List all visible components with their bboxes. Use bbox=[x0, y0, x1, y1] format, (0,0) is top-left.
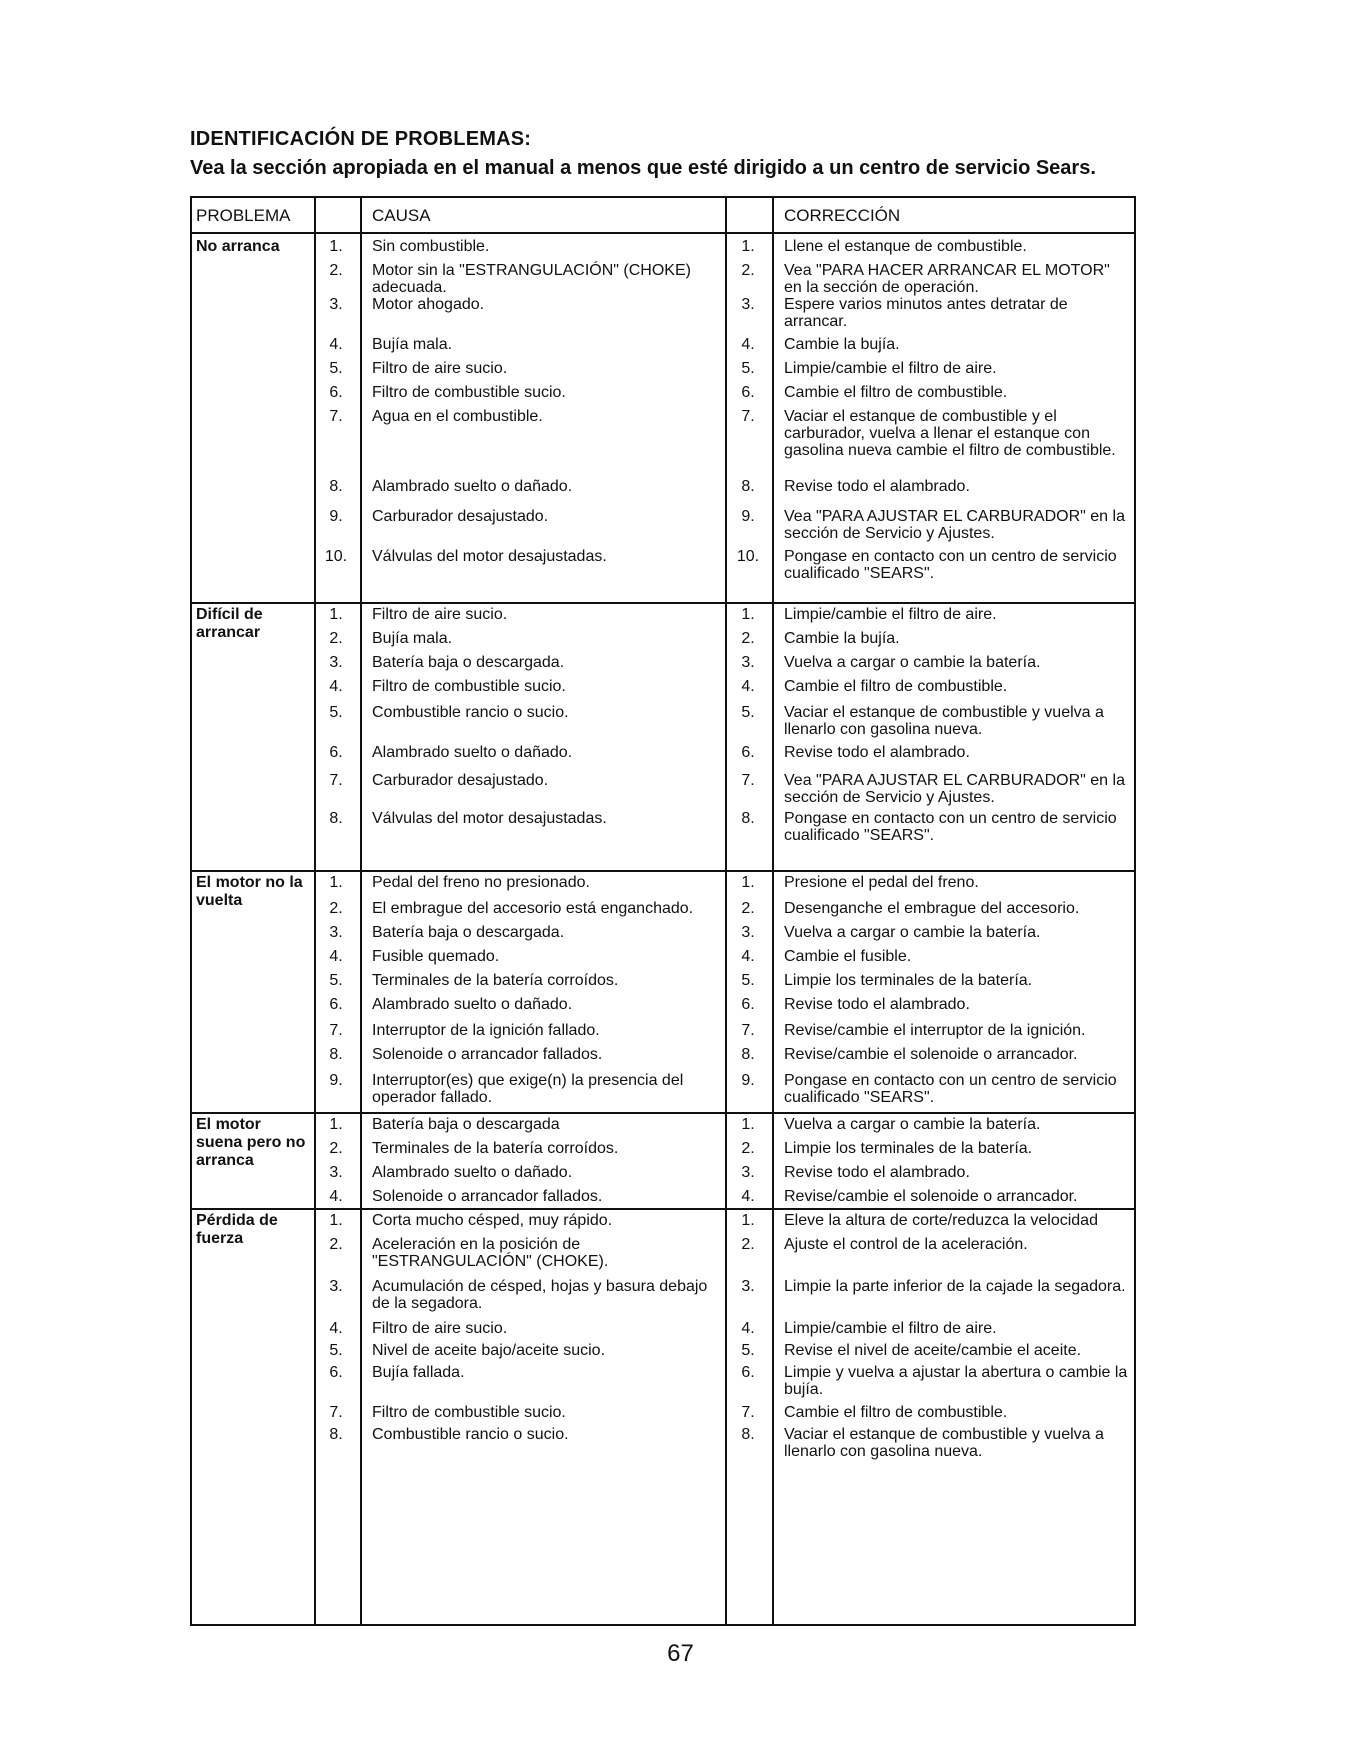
cause-text: Fusible quemado. bbox=[372, 948, 500, 965]
cause-text: Motor sin la "ESTRANGULACIÓN" (CHOKE) adecuada. bbox=[372, 262, 691, 296]
cause-number: 3. bbox=[329, 1278, 343, 1295]
correction-number: 6. bbox=[741, 1364, 755, 1381]
cause-text: Solenoide o arrancador fallados. bbox=[372, 1046, 603, 1063]
cause-text: Agua en el combustible. bbox=[372, 408, 543, 425]
cause-number: 4. bbox=[329, 1320, 343, 1337]
correction-text: Vaciar el estanque de combustible y el carburador, vuelva a llenar el estanque con gasolina nueva cambie el filtro de combustible. bbox=[784, 408, 1116, 459]
cause-number: 3. bbox=[329, 654, 343, 671]
correction-number: 8. bbox=[741, 810, 755, 827]
cause-number: 4. bbox=[329, 336, 343, 353]
correction-text: Cambie el filtro de combustible. bbox=[784, 384, 1008, 401]
cause-number: 7. bbox=[329, 1022, 343, 1039]
header-problem: PROBLEMA bbox=[196, 206, 291, 225]
correction-number: 9. bbox=[741, 1072, 755, 1089]
correction-text: Ajuste el control de la aceleración. bbox=[784, 1236, 1028, 1253]
problem-label: Difícil de arrancar bbox=[196, 606, 263, 641]
correction-text: Vaciar el estanque de combustible y vuelva a llenarlo con gasolina nueva. bbox=[784, 704, 1104, 738]
cause-text: Alambrado suelto o dañado. bbox=[372, 996, 573, 1013]
cause-text: Terminales de la batería corroídos. bbox=[372, 1140, 619, 1157]
cause-text: Aceleración en la posición de "ESTRANGULACIÓN" (CHOKE). bbox=[372, 1236, 609, 1270]
cause-text: Alambrado suelto o dañado. bbox=[372, 744, 573, 761]
correction-number: 1. bbox=[741, 1212, 755, 1229]
cause-number: 8. bbox=[329, 810, 343, 827]
cause-text: Interruptor(es) que exige(n) la presencia del operador fallado. bbox=[372, 1072, 684, 1106]
section-divider bbox=[192, 1112, 1134, 1114]
cause-text: Filtro de aire sucio. bbox=[372, 606, 508, 623]
correction-number: 1. bbox=[741, 238, 755, 255]
correction-text: Vea "PARA HACER ARRANCAR EL MOTOR" en la sección de operación. bbox=[784, 262, 1110, 296]
correction-number: 7. bbox=[741, 772, 755, 789]
correction-text: Limpie y vuelva a ajustar la abertura o cambie la bujía. bbox=[784, 1364, 1128, 1398]
correction-text: Limpie/cambie el filtro de aire. bbox=[784, 1320, 997, 1337]
problem-label: El motor no la vuelta bbox=[196, 874, 303, 909]
correction-number: 1. bbox=[741, 1116, 755, 1133]
column-divider bbox=[360, 198, 362, 1624]
correction-number: 2. bbox=[741, 1236, 755, 1253]
cause-number: 7. bbox=[329, 408, 343, 425]
cause-text: Batería baja o descargada bbox=[372, 1116, 560, 1133]
correction-text: Pongase en contacto con un centro de servicio cualificado "SEARS". bbox=[784, 810, 1117, 844]
correction-text: Cambie el filtro de combustible. bbox=[784, 678, 1008, 695]
cause-text: El embrague del accesorio está enganchado. bbox=[372, 900, 694, 917]
cause-number: 1. bbox=[329, 238, 343, 255]
cause-text: Batería baja o descargada. bbox=[372, 654, 565, 671]
correction-text: Vuelva a cargar o cambie la batería. bbox=[784, 654, 1041, 671]
correction-text: Presione el pedal del freno. bbox=[784, 874, 979, 891]
cause-number: 8. bbox=[329, 478, 343, 495]
correction-number: 6. bbox=[741, 744, 755, 761]
correction-text: Revise/cambie el solenoide o arrancador. bbox=[784, 1188, 1078, 1205]
correction-text: Revise todo el alambrado. bbox=[784, 744, 970, 761]
cause-text: Alambrado suelto o dañado. bbox=[372, 1164, 573, 1181]
correction-text: Revise el nivel de aceite/cambie el aceite. bbox=[784, 1342, 1082, 1359]
correction-number: 7. bbox=[741, 408, 755, 425]
correction-number: 5. bbox=[741, 360, 755, 377]
correction-text: Limpie los terminales de la batería. bbox=[784, 972, 1033, 989]
cause-text: Válvulas del motor desajustadas. bbox=[372, 548, 607, 565]
cause-number: 6. bbox=[329, 1364, 343, 1381]
cause-text: Combustible rancio o sucio. bbox=[372, 704, 569, 721]
cause-number: 2. bbox=[329, 1236, 343, 1253]
correction-text: Pongase en contacto con un centro de servicio cualificado "SEARS". bbox=[784, 1072, 1117, 1106]
correction-number: 7. bbox=[741, 1404, 755, 1421]
correction-text: Llene el estanque de combustible. bbox=[784, 238, 1027, 255]
cause-number: 2. bbox=[329, 630, 343, 647]
cause-number: 2. bbox=[329, 262, 343, 279]
section-divider bbox=[192, 602, 1134, 604]
correction-number: 2. bbox=[741, 630, 755, 647]
correction-text: Revise/cambie el interruptor de la ignición. bbox=[784, 1022, 1086, 1039]
correction-text: Vea "PARA AJUSTAR EL CARBURADOR" en la sección de Servicio y Ajustes. bbox=[784, 508, 1125, 542]
correction-text: Vuelva a cargar o cambie la batería. bbox=[784, 1116, 1041, 1133]
cause-number: 6. bbox=[329, 996, 343, 1013]
cause-number: 1. bbox=[329, 874, 343, 891]
correction-number: 8. bbox=[741, 1426, 755, 1443]
correction-number: 6. bbox=[741, 384, 755, 401]
cause-text: Carburador desajustado. bbox=[372, 508, 549, 525]
cause-text: Carburador desajustado. bbox=[372, 772, 549, 789]
correction-number: 2. bbox=[741, 900, 755, 917]
correction-text: Vuelva a cargar o cambie la batería. bbox=[784, 924, 1041, 941]
problem-label: Pérdida de fuerza bbox=[196, 1212, 278, 1247]
header-correction: CORRECCIÓN bbox=[784, 206, 901, 225]
cause-number: 2. bbox=[329, 900, 343, 917]
cause-text: Batería baja o descargada. bbox=[372, 924, 565, 941]
cause-number: 5. bbox=[329, 972, 343, 989]
cause-text: Interruptor de la ignición fallado. bbox=[372, 1022, 600, 1039]
cause-number: 3. bbox=[329, 1164, 343, 1181]
correction-text: Desenganche el embrague del accesorio. bbox=[784, 900, 1080, 917]
column-divider bbox=[725, 198, 727, 1624]
cause-number: 8. bbox=[329, 1046, 343, 1063]
correction-number: 4. bbox=[741, 1320, 755, 1337]
correction-number: 5. bbox=[741, 972, 755, 989]
correction-number: 4. bbox=[741, 1188, 755, 1205]
correction-number: 4. bbox=[741, 678, 755, 695]
cause-text: Bujía mala. bbox=[372, 336, 453, 353]
cause-number: 5. bbox=[329, 1342, 343, 1359]
correction-text: Pongase en contacto con un centro de servicio cualificado "SEARS". bbox=[784, 548, 1117, 582]
correction-number: 7. bbox=[741, 1022, 755, 1039]
page-subtitle: Vea la sección apropiada en el manual a menos que esté dirigido a un centro de servicio Sears. bbox=[190, 157, 1096, 179]
problem-label: El motor suena pero no arranca bbox=[196, 1116, 306, 1169]
cause-number: 7. bbox=[329, 772, 343, 789]
correction-number: 5. bbox=[741, 704, 755, 721]
cause-text: Filtro de combustible sucio. bbox=[372, 678, 566, 695]
correction-text: Limpie/cambie el filtro de aire. bbox=[784, 360, 997, 377]
cause-text: Corta mucho césped, muy rápido. bbox=[372, 1212, 613, 1229]
correction-number: 1. bbox=[741, 874, 755, 891]
cause-text: Terminales de la batería corroídos. bbox=[372, 972, 619, 989]
correction-number: 9. bbox=[741, 508, 755, 525]
correction-text: Revise todo el alambrado. bbox=[784, 1164, 970, 1181]
cause-number: 6. bbox=[329, 744, 343, 761]
cause-text: Filtro de aire sucio. bbox=[372, 360, 508, 377]
troubleshooting-table bbox=[190, 196, 1136, 1626]
cause-text: Sin combustible. bbox=[372, 238, 490, 255]
correction-number: 3. bbox=[741, 1278, 755, 1295]
cause-text: Válvulas del motor desajustadas. bbox=[372, 810, 607, 827]
cause-text: Pedal del freno no presionado. bbox=[372, 874, 590, 891]
column-divider bbox=[772, 198, 774, 1624]
correction-text: Limpie/cambie el filtro de aire. bbox=[784, 606, 997, 623]
page-heading bbox=[190, 128, 1190, 180]
cause-number: 4. bbox=[329, 678, 343, 695]
correction-text: Eleve la altura de corte/reduzca la velocidad bbox=[784, 1212, 1098, 1229]
correction-text: Revise/cambie el solenoide o arrancador. bbox=[784, 1046, 1078, 1063]
correction-number: 1. bbox=[741, 606, 755, 623]
cause-text: Motor ahogado. bbox=[372, 296, 485, 313]
correction-text: Limpie los terminales de la batería. bbox=[784, 1140, 1033, 1157]
correction-text: Revise todo el alambrado. bbox=[784, 996, 970, 1013]
correction-text: Vea "PARA AJUSTAR EL CARBURADOR" en la sección de Servicio y Ajustes. bbox=[784, 772, 1125, 806]
cause-text: Solenoide o arrancador fallados. bbox=[372, 1188, 603, 1205]
correction-text: Cambie la bujía. bbox=[784, 630, 900, 647]
correction-number: 8. bbox=[741, 478, 755, 495]
correction-number: 3. bbox=[741, 654, 755, 671]
cause-number: 9. bbox=[329, 1072, 343, 1089]
cause-number: 1. bbox=[329, 606, 343, 623]
cause-number: 6. bbox=[329, 384, 343, 401]
cause-number: 1. bbox=[329, 1212, 343, 1229]
cause-number: 4. bbox=[329, 948, 343, 965]
correction-text: Vaciar el estanque de combustible y vuelva a llenarlo con gasolina nueva. bbox=[784, 1426, 1104, 1460]
cause-text: Nivel de aceite bajo/aceite sucio. bbox=[372, 1342, 606, 1359]
header-divider bbox=[192, 232, 1134, 234]
section-divider bbox=[192, 870, 1134, 872]
correction-number: 6. bbox=[741, 996, 755, 1013]
cause-number: 10. bbox=[324, 548, 348, 565]
correction-text: Cambie el fusible. bbox=[784, 948, 912, 965]
cause-text: Bujía fallada. bbox=[372, 1364, 465, 1381]
header-cause: CAUSA bbox=[372, 206, 431, 225]
cause-number: 4. bbox=[329, 1188, 343, 1205]
problem-label: No arranca bbox=[196, 238, 280, 255]
cause-text: Filtro de combustible sucio. bbox=[372, 1404, 566, 1421]
cause-number: 8. bbox=[329, 1426, 343, 1443]
cause-number: 3. bbox=[329, 924, 343, 941]
correction-number: 2. bbox=[741, 262, 755, 279]
correction-number: 4. bbox=[741, 336, 755, 353]
cause-number: 7. bbox=[329, 1404, 343, 1421]
cause-text: Filtro de combustible sucio. bbox=[372, 384, 566, 401]
correction-number: 5. bbox=[741, 1342, 755, 1359]
cause-text: Alambrado suelto o dañado. bbox=[372, 478, 573, 495]
cause-text: Bujía mala. bbox=[372, 630, 453, 647]
cause-text: Combustible rancio o sucio. bbox=[372, 1426, 569, 1443]
cause-text: Acumulación de césped, hojas y basura debajo de la segadora. bbox=[372, 1278, 708, 1312]
correction-number: 3. bbox=[741, 1164, 755, 1181]
correction-number: 8. bbox=[741, 1046, 755, 1063]
correction-number: 3. bbox=[741, 296, 755, 313]
correction-text: Cambie el filtro de combustible. bbox=[784, 1404, 1008, 1421]
cause-number: 5. bbox=[329, 704, 343, 721]
cause-number: 1. bbox=[329, 1116, 343, 1133]
cause-number: 3. bbox=[329, 296, 343, 313]
correction-number: 10. bbox=[736, 548, 760, 565]
correction-text: Cambie la bujía. bbox=[784, 336, 900, 353]
correction-number: 2. bbox=[741, 1140, 755, 1157]
correction-text: Espere varios minutos antes detratar de arrancar. bbox=[784, 296, 1068, 330]
correction-text: Limpie la parte inferior de la cajade la segadora. bbox=[784, 1278, 1126, 1295]
section-divider bbox=[192, 1208, 1134, 1210]
cause-text: Filtro de aire sucio. bbox=[372, 1320, 508, 1337]
page-title: IDENTIFICACIÓN DE PROBLEMAS: bbox=[190, 128, 532, 150]
page-number: 67 bbox=[667, 1640, 694, 1667]
cause-number: 2. bbox=[329, 1140, 343, 1157]
correction-number: 4. bbox=[741, 948, 755, 965]
correction-text: Revise todo el alambrado. bbox=[784, 478, 970, 495]
cause-number: 9. bbox=[329, 508, 343, 525]
cause-number: 5. bbox=[329, 360, 343, 377]
correction-number: 3. bbox=[741, 924, 755, 941]
